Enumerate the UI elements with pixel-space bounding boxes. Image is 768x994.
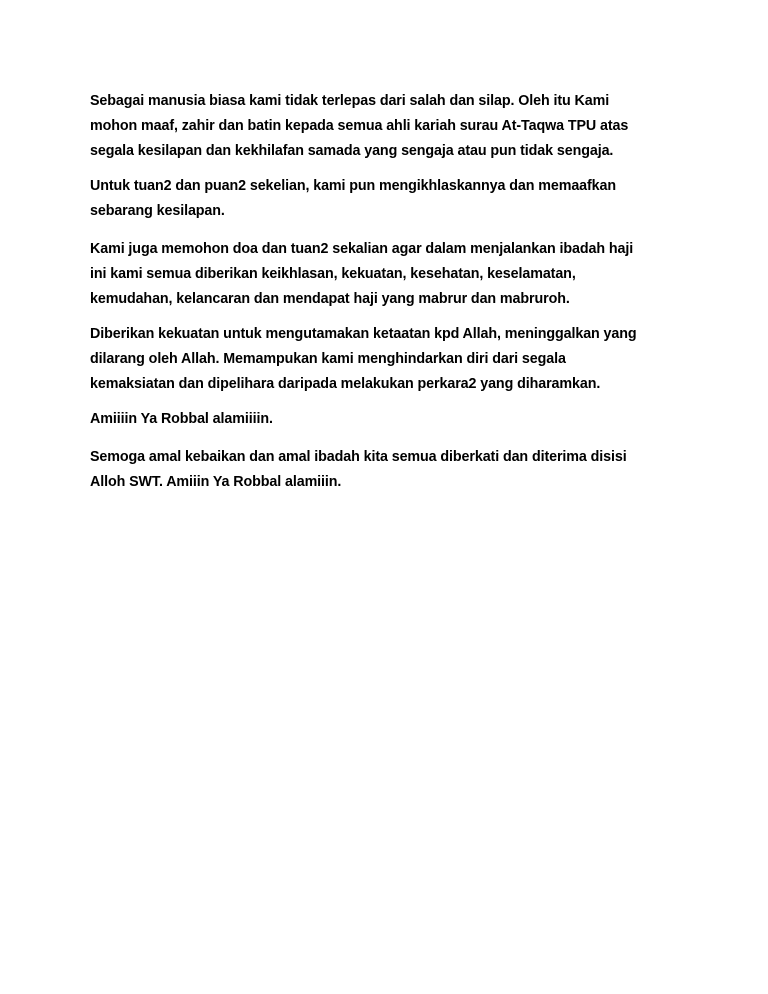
paragraph-prayer-request [90,237,690,312]
document-body [90,89,690,495]
text-line: Sebagai manusia biasa kami tidak terlepas dari salah dan silap. Oleh itu Kami [90,93,610,109]
text-line: kemudahan, kelancaran dan mendapat haji yang mabrur dan mabruroh. [90,291,570,307]
paragraph-closing [90,445,690,495]
text-line: Amiiiin Ya Robbal alamiiiin. [90,411,273,427]
text-line: Kami juga memohon doa dan tuan2 sekalian agar dalam menjalankan ibadah haji [90,241,634,257]
text-line: Alloh SWT. Amiiin Ya Robbal alamiiin. [90,474,342,490]
paragraph-apology [90,89,690,164]
paragraph-amin [90,407,690,432]
text-line: dilarang oleh Allah. Memampukan kami menghindarkan diri dari segala [90,351,566,367]
text-line: ini kami semua diberikan keikhlasan, kekuatan, kesehatan, keselamatan, [90,266,576,282]
text-line: Untuk tuan2 dan puan2 sekelian, kami pun mengikhlaskannya dan memaafkan [90,178,617,194]
text-line: mohon maaf, zahir dan batin kepada semua ahli kariah surau At-Taqwa TPU atas [90,118,629,134]
text-line: Diberikan kekuatan untuk mengutamakan ketaatan kpd Allah, meninggalkan yang [90,326,637,342]
paragraph-strength [90,322,690,397]
text-line: segala kesilapan dan kekhilafan samada yang sengaja atau pun tidak sengaja. [90,143,614,159]
paragraph-forgiveness [90,174,690,224]
text-line: Semoga amal kebaikan dan amal ibadah kita semua diberkati dan diterima disisi [90,449,627,465]
text-line: kemaksiatan dan dipelihara daripada melakukan perkara2 yang diharamkan. [90,376,601,392]
text-line: sebarang kesilapan. [90,203,225,219]
